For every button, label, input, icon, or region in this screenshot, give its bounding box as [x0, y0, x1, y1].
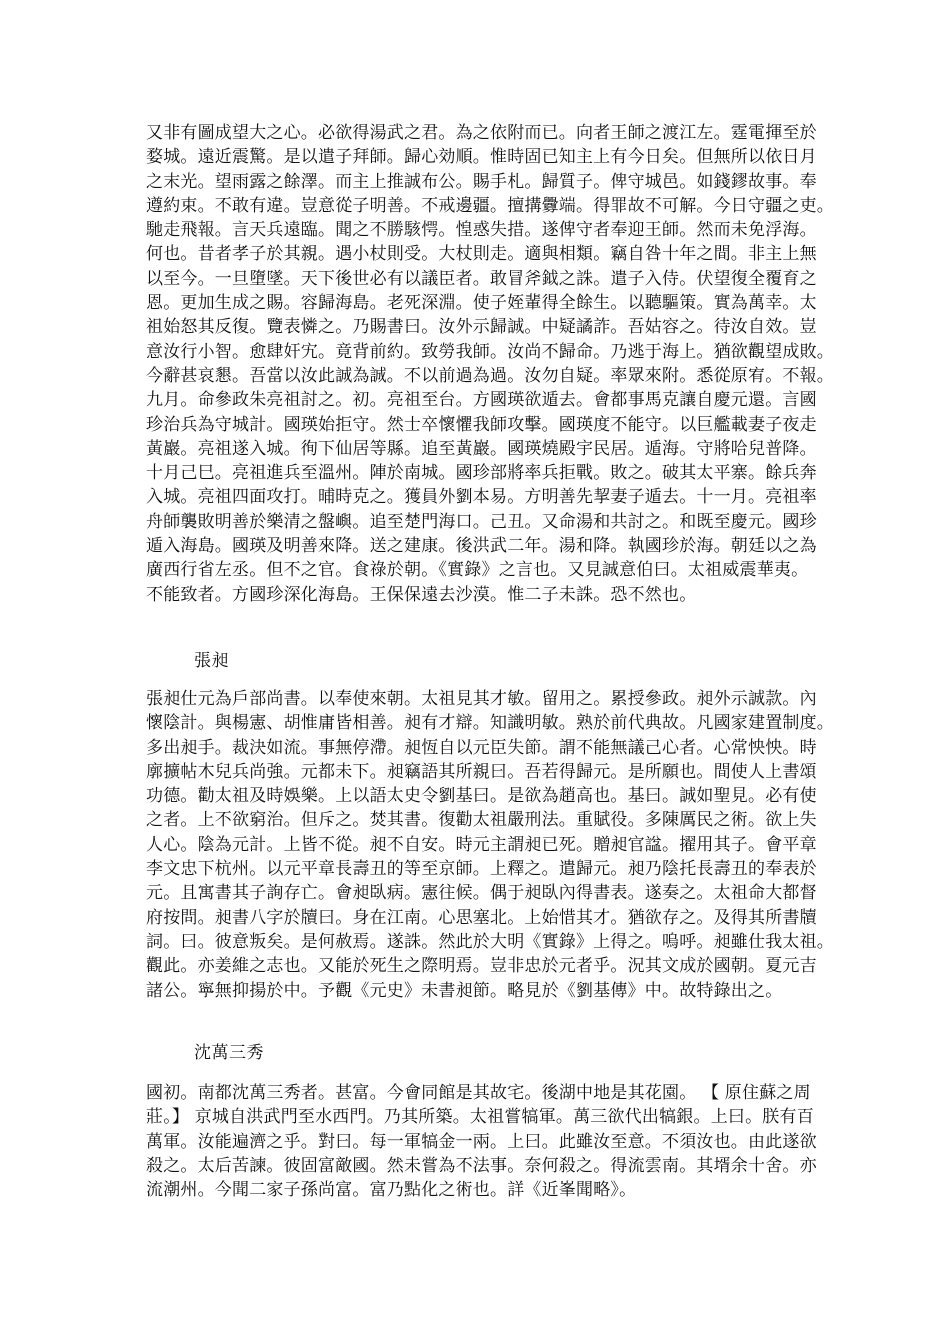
text-line: 遁入海島。國瑛及明善來降。送之建康。後洪武二年。湯和降。執國珍於海。朝廷以之為: [146, 536, 817, 557]
text-line: 詞。曰。彼意叛矣。是何赦焉。遂誅。然此於大明《實錄》上得之。嗚呼。昶雖仕我太祖。: [146, 931, 834, 952]
text-line: 今辭甚哀懇。吾當以汝此誠為誠。不以前過為過。汝勿自疑。率眾來附。悉從原宥。不報。: [146, 365, 834, 386]
text-line: 婺城。遠近震驚。是以遣子拜師。歸心効順。惟時固已知主上有今日矣。但無所以依日月: [146, 147, 817, 168]
text-line: 入城。亮祖四面攻打。晡時克之。獲員外劉本易。方明善先挈妻子遁去。十一月。亮祖率: [146, 487, 817, 508]
text-line: 國初。南都沈萬三秀者。甚富。今會同館是其故宅。後湖中地是其花園。 【 原住蘇之周: [146, 1083, 811, 1103]
text-line: 之者。上不欲窮治。但斥之。焚其書。復勸太祖嚴刑法。重賦役。多陳厲民之術。欲上失: [146, 810, 817, 831]
text-line: 又非有圖成望大之心。必欲得湯武之君。為之依附而已。向者王師之渡江左。霆電揮至於: [146, 123, 817, 143]
text-line: 人心。陰為元計。上皆不從。昶不自安。時元主謂昶已死。贈昶官諡。擢用其子。會平章: [146, 834, 817, 855]
text-line: 流潮州。今聞二家子孫尚富。富乃點化之術也。詳《近峯聞略》。: [146, 1180, 637, 1201]
text-line: 多出昶手。裁決如流。事無停滯。昶恆自以元臣失節。謂不能無議己心者。心常怏怏。時: [146, 737, 817, 758]
text-line: 黃巖。亮祖遂入城。徇下仙居等縣。追至黃巖。國瑛燒殿宇民居。遁海。守將哈兒普降。: [146, 438, 817, 459]
text-line: 何也。昔者孝子於其親。遇小杖則受。大杖則走。適與相類。竊自咎十年之間。非主上無: [146, 244, 817, 265]
section-heading-zhang-chang: 張昶: [194, 651, 229, 671]
text-line: 觀此。亦姜維之志也。又能於死生之際明焉。豈非忠於元者乎。況其文成於國朝。夏元吉: [146, 956, 817, 977]
text-line: 馳走飛報。言天兵遠臨。聞之不勝駭愕。惶惑失措。遂俾守者奉迎王師。然而未免浮海。: [146, 220, 817, 241]
section-heading-shen-wansan: 沈萬三秀: [194, 1043, 264, 1063]
paragraph-zhang-chang: [146, 687, 834, 1003]
text-line: 舟師襲敗明善於樂清之盤嶼。追至楚門海口。己丑。又命湯和共討之。和既至慶元。國珍: [146, 511, 817, 532]
text-line: 之末光。望雨露之餘澤。而主上推誠布公。賜手札。歸質子。俾守城邑。如錢鏐故事。奉: [146, 171, 817, 192]
text-line: 九月。命參政朱亮祖討之。初。亮祖至台。方國瑛欲遁去。會都事馬克讓自慶元還。言國: [146, 390, 817, 411]
paragraph-fang-guozhen: [146, 121, 834, 607]
text-line: 李文忠下杭州。以元平章長壽丑的等至京師。上釋之。遣歸元。昶乃陰托長壽丑的奉表於: [146, 859, 817, 880]
paragraph-shen-wansan: [146, 1081, 817, 1202]
text-line: 殺之。太后苦諫。彼固富敵國。然未嘗為不法事。奈何殺之。得流雲南。其壻余十舍。亦: [146, 1155, 817, 1176]
text-line: 以至今。一旦墮墜。天下後世必有以議臣者。敢冒斧鉞之誅。遣子入侍。伏望復全覆育之: [146, 268, 817, 289]
text-line: 廓擴帖木兒兵尚強。元都未下。昶竊語其所親曰。吾若得歸元。是所願也。間使人上書頌: [146, 761, 817, 782]
text-line: 不能致者。方國珍深化海島。王保保遠去沙漠。惟二子未誅。恐不然也。: [146, 584, 697, 605]
text-line: 莊。】 京城自洪武門至水西門。乃其所築。太祖嘗犒軍。萬三欲代出犒銀。上曰。朕有百: [146, 1107, 814, 1128]
text-line: 功德。勸太祖及時娛樂。上以語太史令劉基曰。是欲為趙高也。基曰。誠如聖見。必有使: [146, 786, 817, 807]
text-line: 意汝行小智。愈肆奸宄。竟背前約。致勞我師。汝尚不歸命。乃逃于海上。猶欲觀望成敗。: [146, 341, 834, 362]
text-line: 遵約束。不敢有違。豈意從子明善。不戒邊疆。擅搆釁端。得罪故不可解。今日守疆之吏。: [146, 195, 834, 216]
text-line: 萬軍。汝能遍濟之乎。對曰。每一軍犒金一兩。上曰。此雖汝至意。不須汝也。由此遂欲: [146, 1131, 817, 1152]
text-line: 珍治兵為守城計。國瑛始拒守。然士卒懷懼我師攻擊。國瑛度不能守。以巨艦載妻子夜走: [146, 414, 817, 435]
text-line: 廣西行省左丞。但不之官。食祿於朝。《實錄》之言也。又見誠意伯曰。太祖威震華夷。: [146, 560, 809, 581]
text-line: 十月己巳。亮祖進兵至溫州。陣於南城。國珍部將率兵拒戰。敗之。破其太平寨。餘兵奔: [146, 463, 817, 484]
text-line: 諸公。寧無抑揚於中。予觀《元史》未書昶節。略見於《劉基傳》中。故特錄出之。: [146, 980, 783, 1001]
text-line: 府按問。昶書八字於牘曰。身在江南。心思塞北。上始惜其才。猶欲存之。及得其所書牘: [146, 907, 817, 928]
text-line: 恩。更加生成之賜。容歸海島。老死深淵。使子姪輩得全餘生。以聽驅策。實為萬幸。太: [146, 293, 817, 314]
text-line: 元。且寓書其子詢存亡。會昶臥病。憲往候。偶于昶臥內得書表。遂奏之。太祖命大都督: [146, 883, 817, 904]
text-line: 張昶仕元為戶部尚書。以奉使來朝。太祖見其才敏。留用之。累授參政。昶外示誠款。內: [146, 689, 817, 709]
text-line: 懷陰計。與楊憲、胡惟庸皆相善。昶有才辯。知識明敏。熟於前代典故。凡國家建置制度。: [146, 713, 834, 734]
text-line: 祖始怒其反復。覽表憐之。乃賜書曰。汝外示歸誠。中疑譎詐。吾姑容之。待汝自效。豈: [146, 317, 817, 338]
